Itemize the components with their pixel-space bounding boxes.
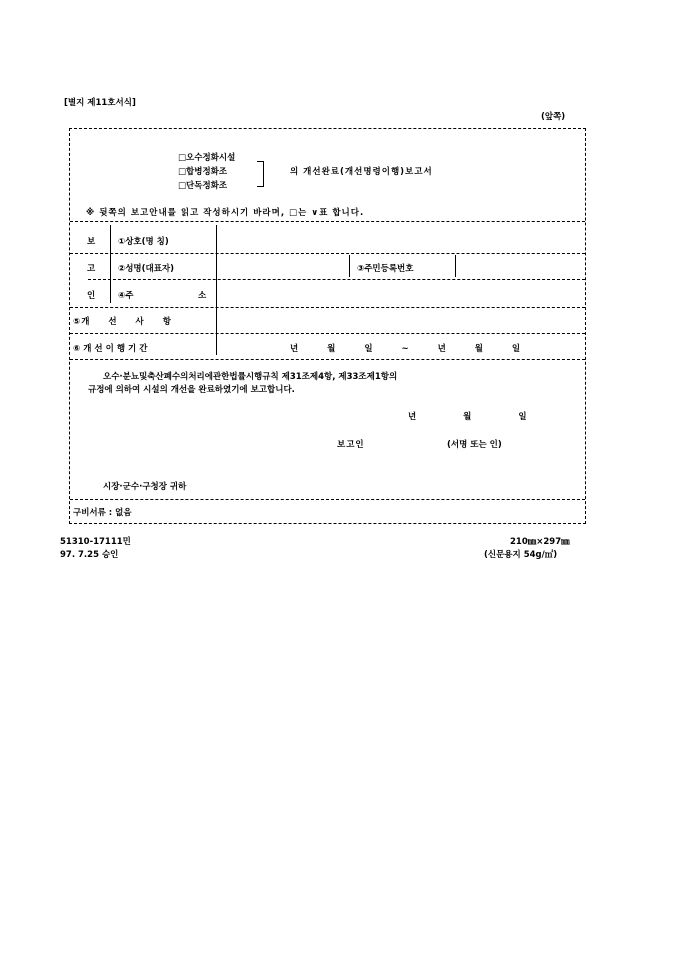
form-number: 51310-17111민 — [60, 537, 131, 547]
title-option-combined[interactable]: □합병정화조 — [178, 167, 228, 177]
statement-line-1: 오수·분뇨및축산폐수의처리에관한법률시행규칙 제31조제4항, 제33조제1항의 — [103, 372, 398, 382]
resident-id-field[interactable] — [456, 254, 584, 276]
page-side-note: (앞쪽) — [541, 112, 566, 122]
approval-date: 97. 7.25 승인 — [60, 550, 119, 560]
business-name-label: ①상호(명 칭) — [118, 237, 169, 247]
address-label-a: ④주 — [118, 291, 134, 301]
title-option-sewage[interactable]: □오수정화시설 — [178, 153, 236, 163]
reporter-side-label-2: 고 — [87, 264, 96, 274]
divider-row-5 — [70, 359, 585, 360]
title-bracket-bottom — [257, 180, 264, 187]
period-label: ⑥개선이행기간 — [73, 344, 151, 354]
addressee: 시장·군수·구청장 귀하 — [103, 482, 187, 492]
paper-spec: (신문용지 54g/㎡) — [484, 550, 558, 560]
reporter-side-label-3: 인 — [87, 291, 96, 301]
divider-statement — [70, 499, 585, 500]
improvement-items-field[interactable] — [218, 307, 584, 329]
title-bracket-mid — [263, 167, 264, 180]
improvement-items-label: ⑤개 선 사 항 — [73, 317, 172, 327]
form-id-label: [별지 제11호서식] — [64, 98, 136, 108]
instruction-notice: ※ 뒷쪽의 보고안내를 읽고 작성하시기 바라며, □는 ∨표 합니다. — [86, 208, 365, 218]
business-name-field[interactable] — [218, 228, 584, 250]
statement-line-2: 규정에 의하여 시설의 개선을 완료하였기에 보고합니다. — [88, 385, 295, 395]
divider-row-4 — [70, 333, 585, 334]
form-title: 의 개선완료(개선명령이행)보고서 — [290, 167, 433, 177]
col-divider-label — [216, 225, 217, 355]
signature-hint[interactable]: (서명 또는 인) — [447, 440, 502, 450]
divider-notice — [70, 221, 585, 222]
representative-label: ②성명(대표자) — [118, 264, 175, 274]
reporter-side-label-1: 보 — [87, 237, 96, 247]
statement-date[interactable]: 년 월 일 — [408, 412, 527, 422]
attachments-note: 구비서류 : 없음 — [73, 508, 132, 518]
col-divider-side — [110, 225, 111, 303]
divider-row-2 — [88, 279, 585, 280]
col-divider-id-left — [349, 255, 350, 277]
resident-id-label: ③주민등록번호 — [357, 264, 414, 274]
paper-size: 210㎜×297㎜ — [510, 537, 570, 547]
address-field[interactable] — [218, 281, 584, 303]
reporter-signature-label: 보고인 — [337, 440, 365, 450]
representative-field[interactable] — [218, 254, 346, 276]
period-value[interactable]: 년 월 일 ~ 년 월 일 — [290, 344, 521, 354]
title-option-single[interactable]: □단독정화조 — [178, 181, 228, 191]
address-label-b: 소 — [198, 291, 207, 301]
